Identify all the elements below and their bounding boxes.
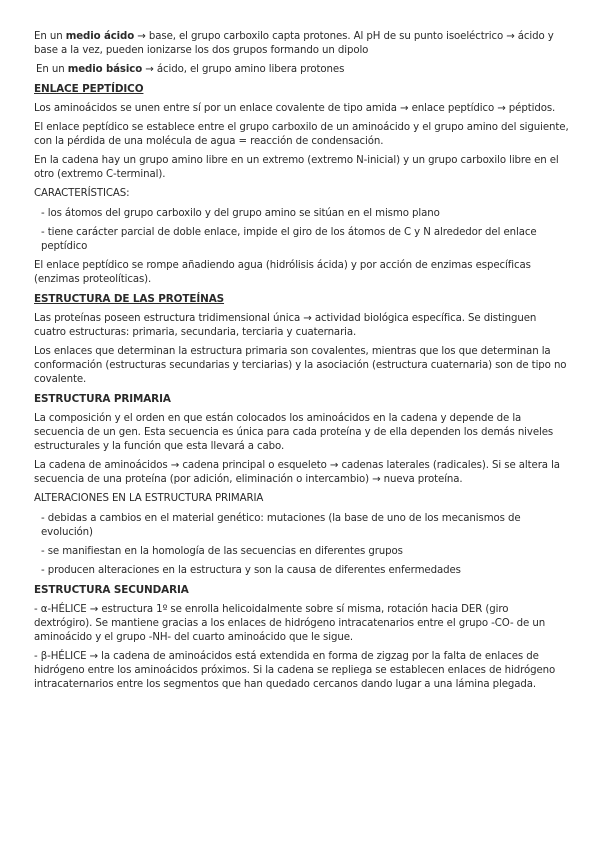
heading-estructura-primaria: ESTRUCTURA PRIMARIA xyxy=(34,393,171,405)
heading-enlace-peptidico: ENLACE PEPTÍDICO xyxy=(34,83,144,95)
paragraph: En la cadena hay un grupo amino libre en un extremo (extremo N-inicial) y un grupo carboxilo libre en el otro (extremo C-terminal). xyxy=(34,155,559,180)
paragraph: La composición y el orden en que están colocados los aminoácidos en la cadena y depende de la secuencia de un gen. Esta secuencia es única para cada proteína y de ella dependen los demás niveles estructurales y la función que esta llevará a cabo. xyxy=(34,413,554,452)
paragraph: Los aminoácidos se unen entre sí por un enlace covalente de tipo amida → enlace peptídico → péptidos. xyxy=(34,103,556,114)
bold-term: medio ácido xyxy=(65,31,135,42)
paragraph-medio-basico: En un medio básico → ácido, el grupo amino libera protones xyxy=(36,64,345,75)
list-item: - los átomos del grupo carboxilo y del grupo amino se sitúan en el mismo plano xyxy=(41,208,440,219)
paragraph-beta-helice: - β-HÉLICE → la cadena de aminoácidos está extendida en forma de zigzag por la falta de enlaces de hidrógeno entre los aminoácidos próximos. Si la cadena se repliega se establecen enlaces de hidrógeno intracaternarios entre los segmentos que han quedado cercanos dando lugar a una lámina plegada. xyxy=(34,651,556,690)
list-item: - se manifiestan en la homología de las secuencias en diferentes grupos xyxy=(41,546,403,557)
list-item: - debidas a cambios en el material genético: mutaciones (la base de uno de los mecanismos de evolución) xyxy=(41,513,521,538)
document-page xyxy=(34,30,569,697)
bold-term: medio básico xyxy=(67,64,143,75)
heading-caracteristicas: CARACTERÍSTICAS: xyxy=(34,188,130,199)
paragraph-medio-acido: En un medio ácido → base, el grupo carboxilo capta protones. Al pH de su punto isoeléctrico → ácido y base a la vez, pueden ionizarse los dos grupos formando un dipolo xyxy=(34,31,554,56)
paragraph-alfa-helice: - α-HÉLICE → estructura 1º se enrolla helicoidalmente sobre sí misma, rotación hacia DER (giro dextrógiro). Se mantiene gracias a los enlaces de hidrógeno intracatenarios entre el grupo -CO- de un aminoácido y el grupo -NH- del cuarto aminoácido que le sigue. xyxy=(34,604,546,643)
paragraph: El enlace peptídico se rompe añadiendo agua (hidrólisis ácida) y por acción de enzimas específicas (enzimas proteolíticas). xyxy=(34,260,531,285)
paragraph: Los enlaces que determinan la estructura primaria son covalentes, mientras que los que determinan la conformación (estructuras secundarias y terciarias) y la asociación (estructura cuaternaria) son de tipo no covalente. xyxy=(34,346,567,385)
paragraph: El enlace peptídico se establece entre el grupo carboxilo de un aminoácido y el grupo amino del siguiente, con la pérdida de una molécula de agua = reacción de condensación. xyxy=(34,122,569,147)
heading-alteraciones: ALTERACIONES EN LA ESTRUCTURA PRIMARIA xyxy=(34,493,264,504)
paragraph: Las proteínas poseen estructura tridimensional única → actividad biológica específica. Se distinguen cuatro estructuras: primaria, secundaria, terciaria y cuaternaria. xyxy=(34,313,537,338)
list-item: - producen alteraciones en la estructura y son la causa de diferentes enfermedades xyxy=(41,565,461,576)
heading-estructura-secundaria: ESTRUCTURA SECUNDARIA xyxy=(34,584,189,596)
paragraph: La cadena de aminoácidos → cadena principal o esqueleto → cadenas laterales (radicales). Si se altera la secuencia de una proteína (por adición, eliminación o intercambio) → nueva proteína. xyxy=(34,460,560,485)
list-item: - tiene carácter parcial de doble enlace, impide el giro de los átomos de C y N alrededor del enlace peptídico xyxy=(41,227,537,252)
heading-estructura-proteinas: ESTRUCTURA DE LAS PROTEÍNAS xyxy=(34,293,225,305)
